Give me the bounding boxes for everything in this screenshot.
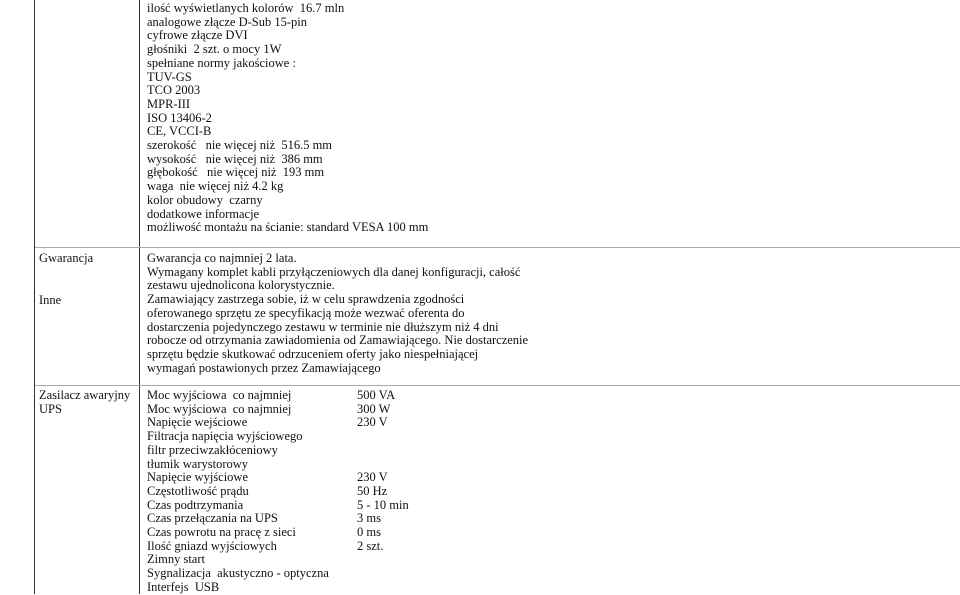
spec-line: możliwość montażu na ścianie: standard VESA 100 mm	[147, 220, 429, 235]
spec-line: spełniane normy jakościowe :	[147, 55, 296, 70]
warranty-other-content	[147, 251, 529, 375]
other-line: wymagań postawionych przez Zamawiającego	[147, 360, 381, 375]
spec-line: głośniki 2 szt. o mocy 1W	[147, 42, 282, 57]
table-border-middle	[139, 0, 140, 594]
other-line: Zamawiający zastrzega sobie, iż w celu sprawdzenia zgodności	[147, 292, 465, 307]
ups-spec-row	[147, 553, 517, 567]
other-line: sprzętu będzie skutkować odrzuceniem oferty jako niespełniającej	[147, 346, 479, 361]
ups-spec-value: 50 Hz	[357, 483, 388, 498]
ups-spec-value: 2 szt.	[357, 538, 384, 553]
ups-spec-value: 230 V	[357, 470, 388, 485]
ups-spec-row	[147, 389, 517, 403]
ups-spec-label: Zimny start	[147, 552, 205, 567]
spec-line: TCO 2003	[147, 83, 201, 98]
ups-spec-label: Sygnalizacja akustyczno - optyczna	[147, 566, 329, 581]
ups-spec-row	[147, 458, 517, 472]
spec-line: wysokość nie więcej niż 386 mm	[147, 151, 323, 166]
warranty-text: Gwarancja co najmniej 2 lata.	[147, 251, 297, 265]
ups-label	[39, 389, 134, 416]
spec-line: ilość wyświetlanych kolorów 16.7 mln	[147, 1, 345, 15]
ups-spec-label: Częstotliwość prądu	[147, 483, 249, 498]
ups-spec-label: tłumik warystorowy	[147, 456, 249, 471]
spec-line: kolor obudowy czarny	[147, 192, 263, 207]
spec-line: MPR-III	[147, 96, 191, 111]
ups-spec-label: Napięcie wyjściowe	[147, 470, 249, 485]
monitor-spec-list	[147, 2, 512, 235]
row-divider-1	[35, 247, 960, 248]
other-line: zestawu ujednolicona kolorystycznie.	[147, 278, 335, 293]
ups-spec-value: 500 VA	[357, 388, 396, 402]
ups-spec-row	[147, 485, 517, 499]
ups-spec-row	[147, 512, 517, 526]
other-line: Wymagany komplet kabli przyłączeniowych dla danej konfiguracji, całość	[147, 264, 521, 279]
other-line: dostarczenia pojedynczego zestawu w terminie nie dłuższym niż 4 dni	[147, 319, 499, 334]
ups-spec-row	[147, 430, 517, 444]
ups-spec-label: Czas przełączania na UPS	[147, 511, 278, 526]
ups-spec-row	[147, 416, 517, 430]
ups-spec-row	[147, 403, 517, 417]
spec-line: CE, VCCI-B	[147, 124, 212, 139]
ups-spec-value: 230 V	[357, 415, 388, 430]
spec-line: głębokość nie więcej niż 193 mm	[147, 165, 325, 180]
ups-spec-label: Ilość gniazd wyjściowych	[147, 538, 277, 553]
other-line: robocze od otrzymania zawiadomienia od Zamawiającego. Nie dostarczenie	[147, 333, 529, 348]
spec-line: cyfrowe złącze DVI	[147, 28, 248, 43]
spec-line: szerokość nie więcej niż 516.5 mm	[147, 138, 333, 153]
ups-spec-label: Czas powrotu na pracę z sieci	[147, 525, 296, 539]
spec-line: analogowe złącze D-Sub 15-pin	[147, 14, 308, 29]
ups-spec-label: Napięcie wejściowe	[147, 415, 248, 430]
ups-spec-label: Interfejs USB	[147, 579, 220, 594]
ups-spec-label: filtr przeciwzakłóceniowy	[147, 442, 278, 457]
ups-spec-label: Filtracja napięcia wyjściowego	[147, 429, 303, 444]
row-divider-2	[35, 385, 960, 386]
ups-spec-label: Czas podtrzymania	[147, 497, 244, 512]
spec-line: TUV-GS	[147, 69, 192, 84]
ups-spec-value: 0 ms	[357, 525, 381, 539]
ups-spec-row	[147, 567, 517, 581]
ups-spec-row	[147, 540, 517, 554]
spec-line: ISO 13406-2	[147, 110, 212, 125]
ups-spec-row	[147, 526, 517, 540]
ups-label-line: UPS	[39, 401, 62, 416]
ups-spec-value: 3 ms	[357, 511, 381, 526]
other-label: Inne	[39, 293, 62, 307]
ups-spec-value: 300 W	[357, 401, 391, 416]
ups-spec-label: Moc wyjściowa co najmniej	[147, 401, 292, 416]
ups-spec-row	[147, 499, 517, 513]
ups-spec-row	[147, 581, 517, 595]
table-border-left	[34, 0, 35, 594]
ups-spec-row	[147, 471, 517, 485]
ups-spec-value: 5 - 10 min	[357, 497, 409, 512]
ups-label-line: Zasilacz awaryjny	[39, 388, 131, 402]
ups-spec-row	[147, 444, 517, 458]
spec-line: dodatkowe informacje	[147, 206, 260, 221]
spec-line: waga nie więcej niż 4.2 kg	[147, 179, 284, 194]
warranty-label: Gwarancja	[39, 251, 94, 265]
ups-spec-label: Moc wyjściowa co najmniej	[147, 388, 292, 402]
other-line: oferowanego sprzętu ze specyfikacją może wezwać oferenta do	[147, 305, 465, 320]
